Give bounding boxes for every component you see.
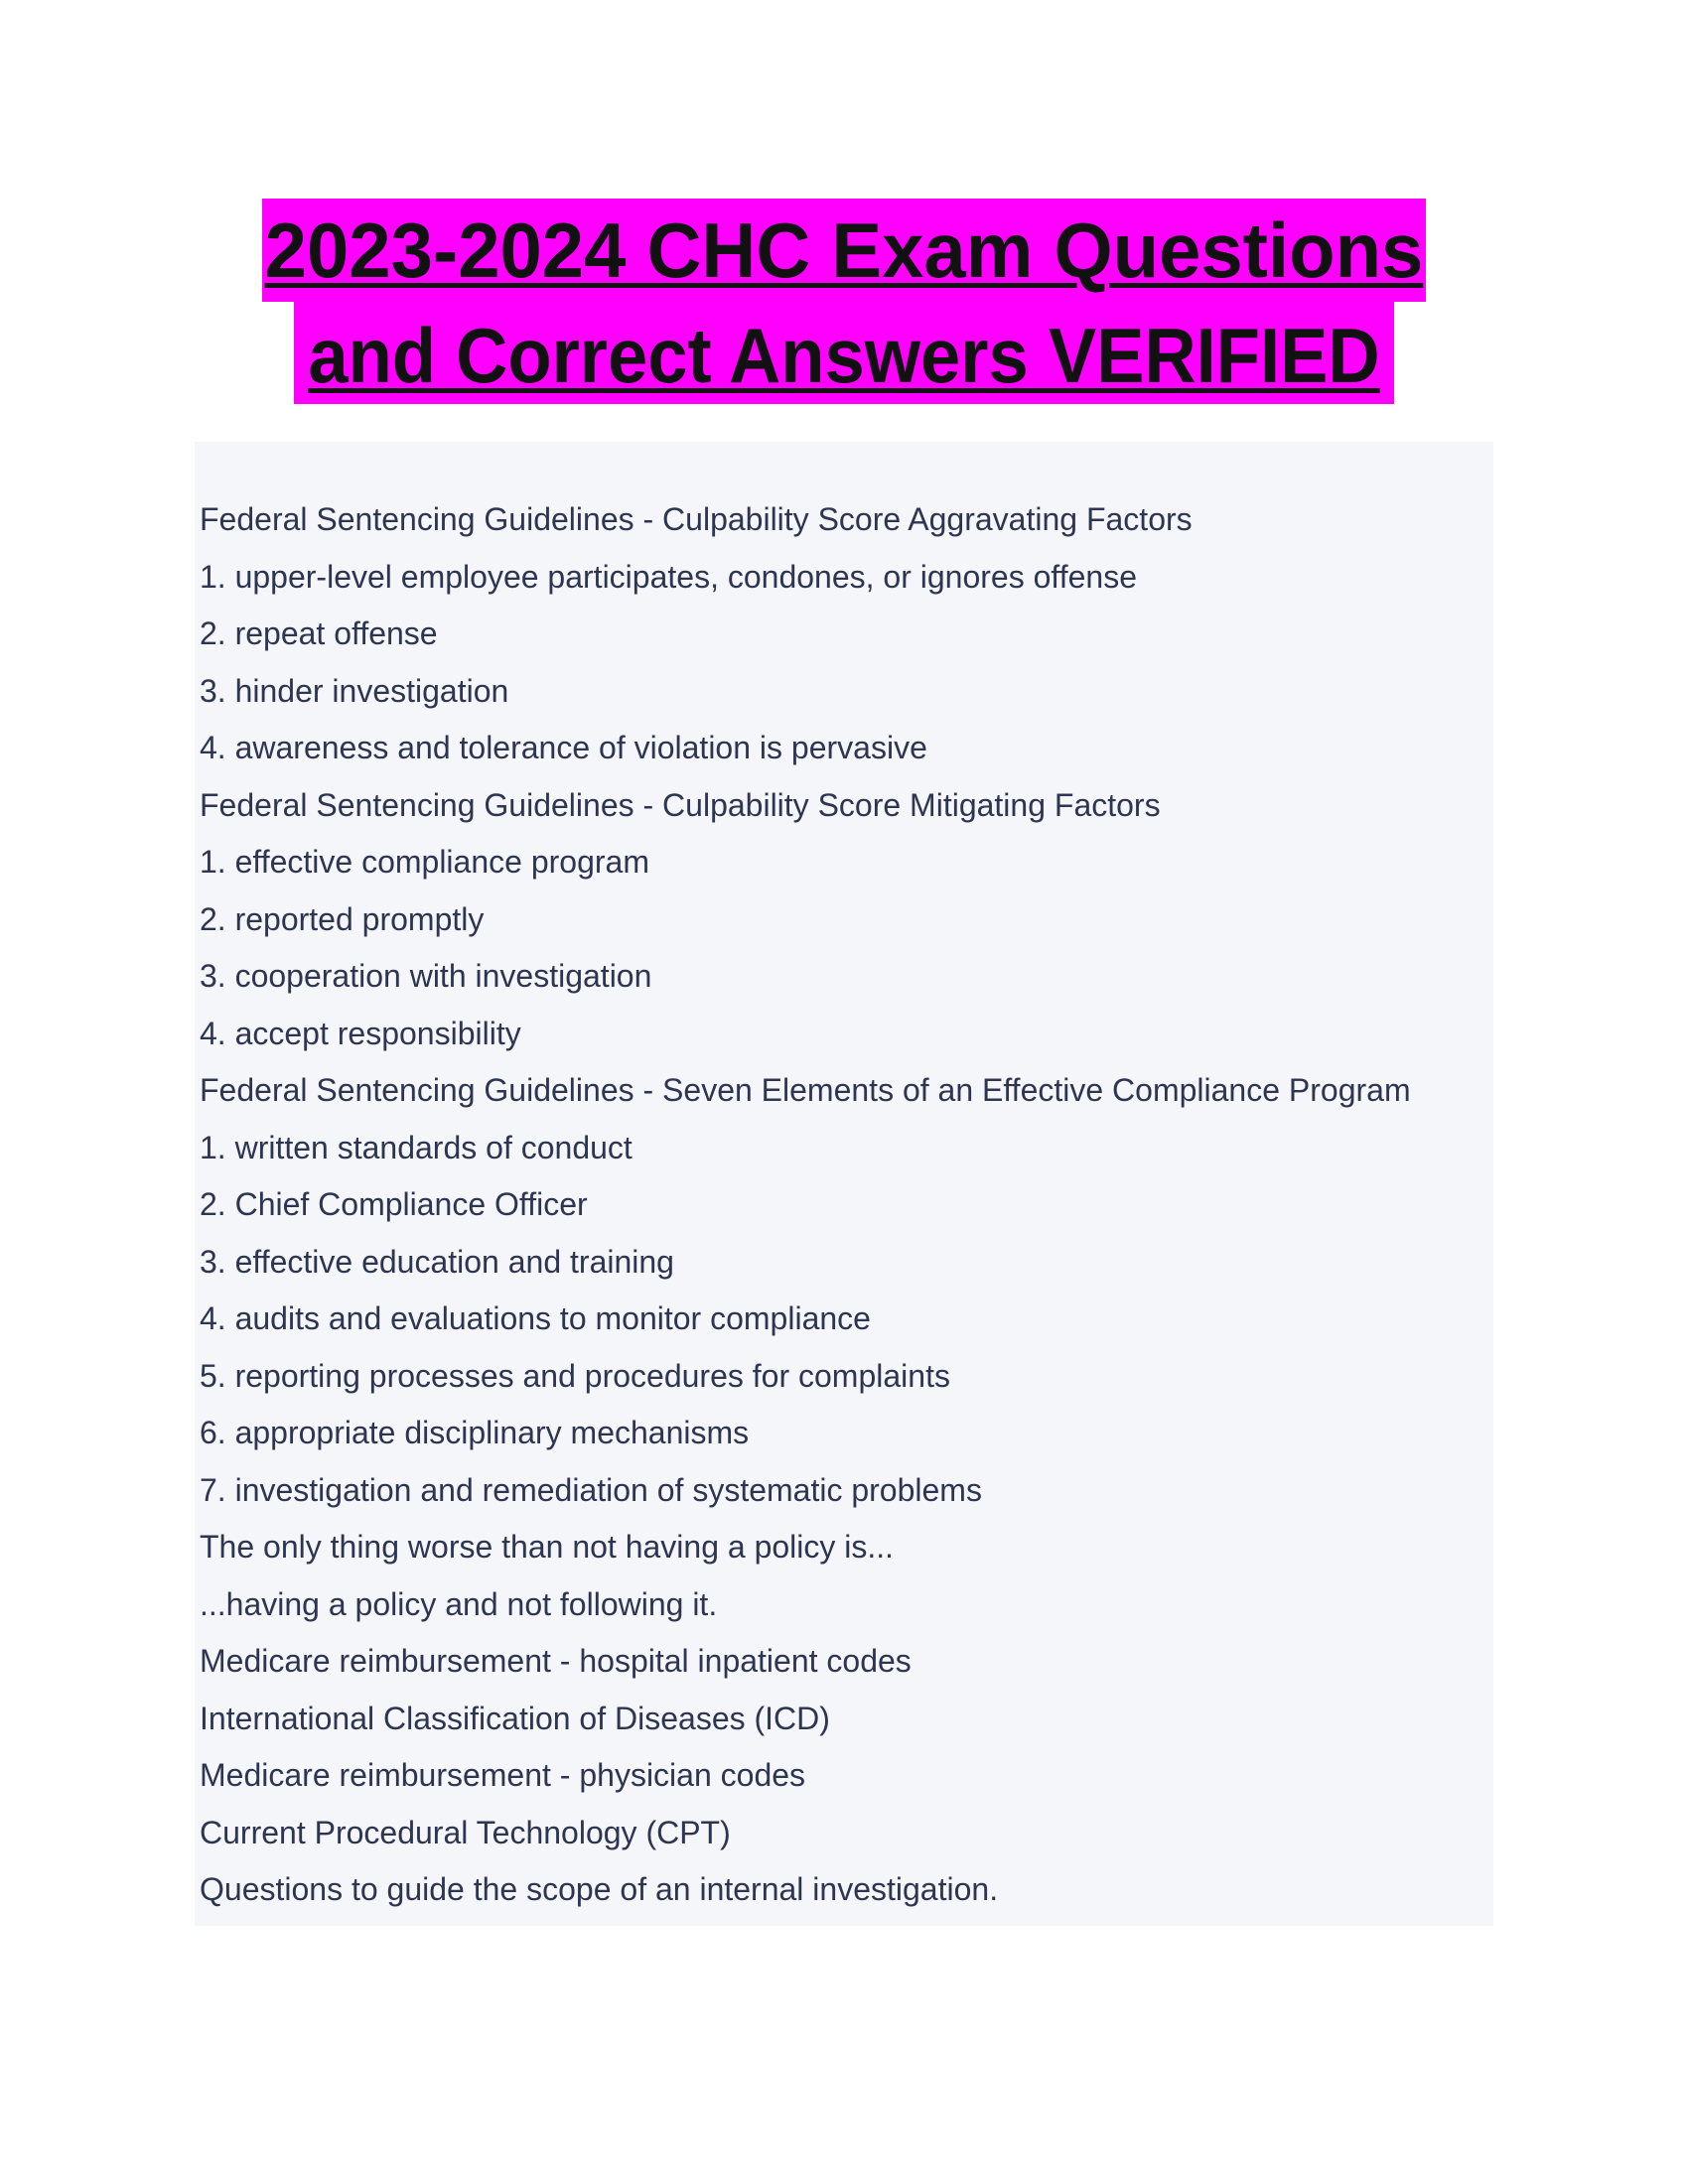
document-title-line-2: and Correct Answers VERIFIED [308, 312, 1380, 399]
answer-item: 4. accept responsibility [200, 1015, 521, 1051]
answer-item: 3. hinder investigation [200, 672, 509, 709]
title-highlight-line-2 [294, 302, 1394, 404]
title-highlight-line-1 [262, 199, 1426, 302]
question-heading: Federal Sentencing Guidelines - Culpability Score Mitigating Factors [200, 786, 1161, 823]
answer-item: 2. reported promptly [200, 900, 485, 937]
question-heading: Medicare reimbursement - physician codes [200, 1757, 806, 1793]
answer-item: Current Procedural Technology (CPT) [200, 1814, 731, 1850]
answer-item: 1. upper-level employee participates, condones, or ignores offense [200, 558, 1137, 595]
document-title-line-1: 2023-2024 CHC Exam Questions [264, 206, 1424, 294]
answer-item: 7. investigation and remediation of systematic problems [200, 1471, 982, 1508]
answer-item: 4. awareness and tolerance of violation is pervasive [200, 730, 927, 765]
answer-item: ...having a policy and not following it. [200, 1585, 718, 1622]
answer-item: 1. written standards of conduct [200, 1129, 633, 1165]
question-heading: Federal Sentencing Guidelines - Seven Elements of an Effective Compliance Program [200, 1072, 1411, 1108]
question-heading: Federal Sentencing Guidelines - Culpability Score Aggravating Factors [200, 501, 1193, 537]
question-heading: The only thing worse than not having a policy is... [200, 1529, 895, 1565]
answer-item: 3. effective education and training [200, 1243, 674, 1280]
answer-item: 5. reporting processes and procedures for complaints [200, 1357, 950, 1394]
answer-item: 4. audits and evaluations to monitor compliance [200, 1300, 871, 1336]
answer-item: 1. effective compliance program [200, 844, 649, 880]
question-heading: Medicare reimbursement - hospital inpatient codes [200, 1643, 912, 1679]
flashcard-content-box [195, 442, 1493, 1926]
answer-item: International Classification of Diseases (ICD) [200, 1700, 830, 1736]
answer-item: 2. Chief Compliance Officer [200, 1186, 588, 1222]
answer-item: 6. appropriate disciplinary mechanisms [200, 1415, 750, 1450]
question-heading: Questions to guide the scope of an internal investigation. [200, 1871, 999, 1907]
answer-item: 2. repeat offense [200, 615, 438, 651]
answer-item: 3. cooperation with investigation [200, 958, 652, 994]
